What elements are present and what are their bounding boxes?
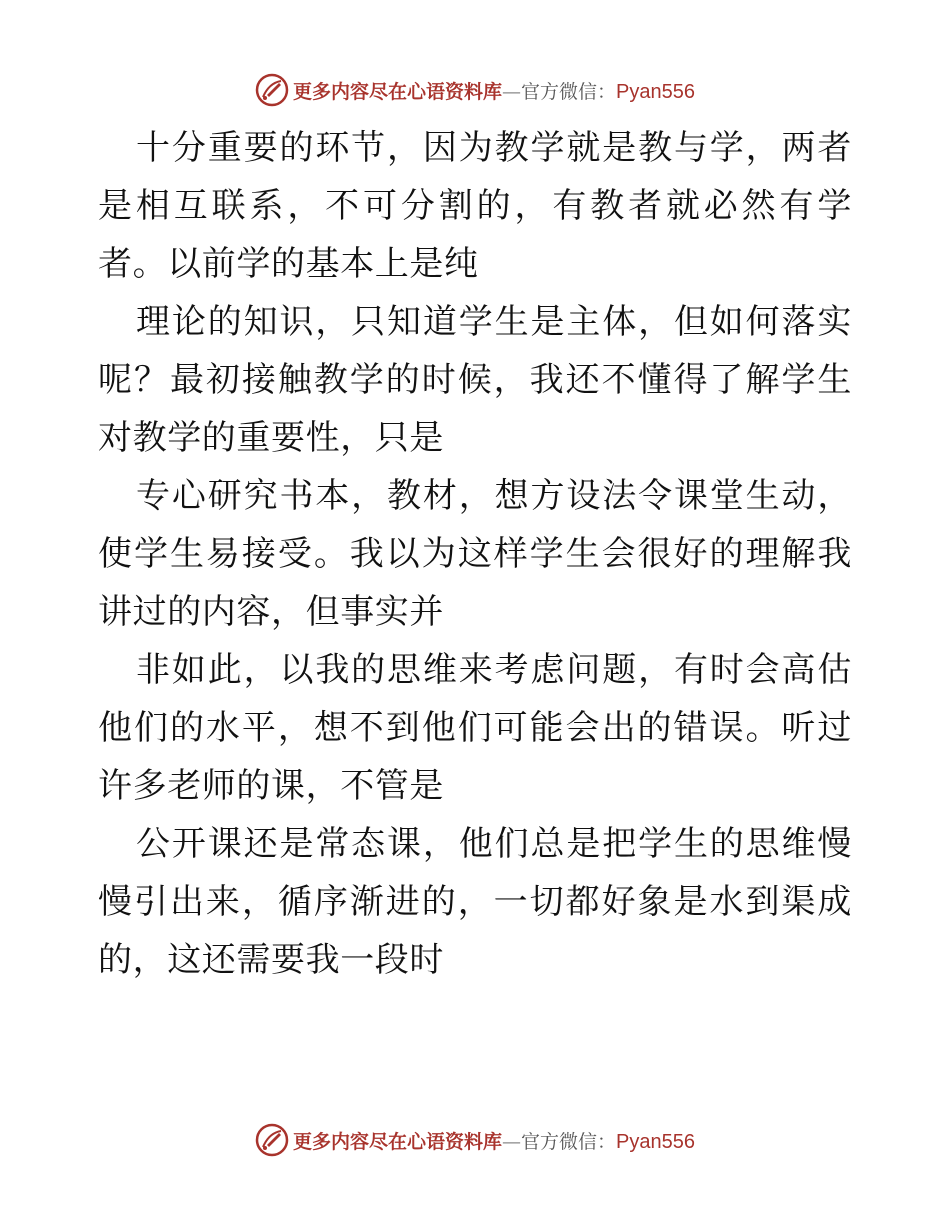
- pen-logo-icon: [255, 1123, 289, 1157]
- paragraph-2: 理论的知识，只知道学生是主体，但如何落实呢？最初接触教学的时候，我还不懂得了解学生对教学的重要性，只是: [98, 302, 852, 458]
- paragraph-3: 专心研究书本，教材，想方设法令课堂生动，使学生易接受。我以为这样学生会很好的理解我讲过的内容，但事实并: [98, 476, 852, 632]
- header-banner: [0, 70, 950, 110]
- paragraph-5: 公开课还是常态课，他们总是把学生的思维慢慢引出来，循序渐进的，一切都好象是水到渠成的，这还需要我一段时: [98, 824, 852, 980]
- pen-logo-icon: [255, 73, 289, 107]
- paragraph-4: 非如此，以我的思维来考虑问题，有时会高估他们的水平，想不到他们可能会出的错误。听过许多老师的课，不管是: [98, 650, 852, 806]
- footer-promo-text: 更多内容尽在心语资料库—官方微信：Pyan556: [293, 1130, 695, 1153]
- header-promo-text: 更多内容尽在心语资料库—官方微信：Pyan556: [293, 80, 695, 103]
- document-body: [98, 119, 852, 989]
- footer-banner: [0, 1120, 950, 1160]
- paragraph-1: 十分重要的环节，因为教学就是教与学，两者是相互联系，不可分割的，有教者就必然有学者。以前学的基本上是纯: [98, 128, 852, 284]
